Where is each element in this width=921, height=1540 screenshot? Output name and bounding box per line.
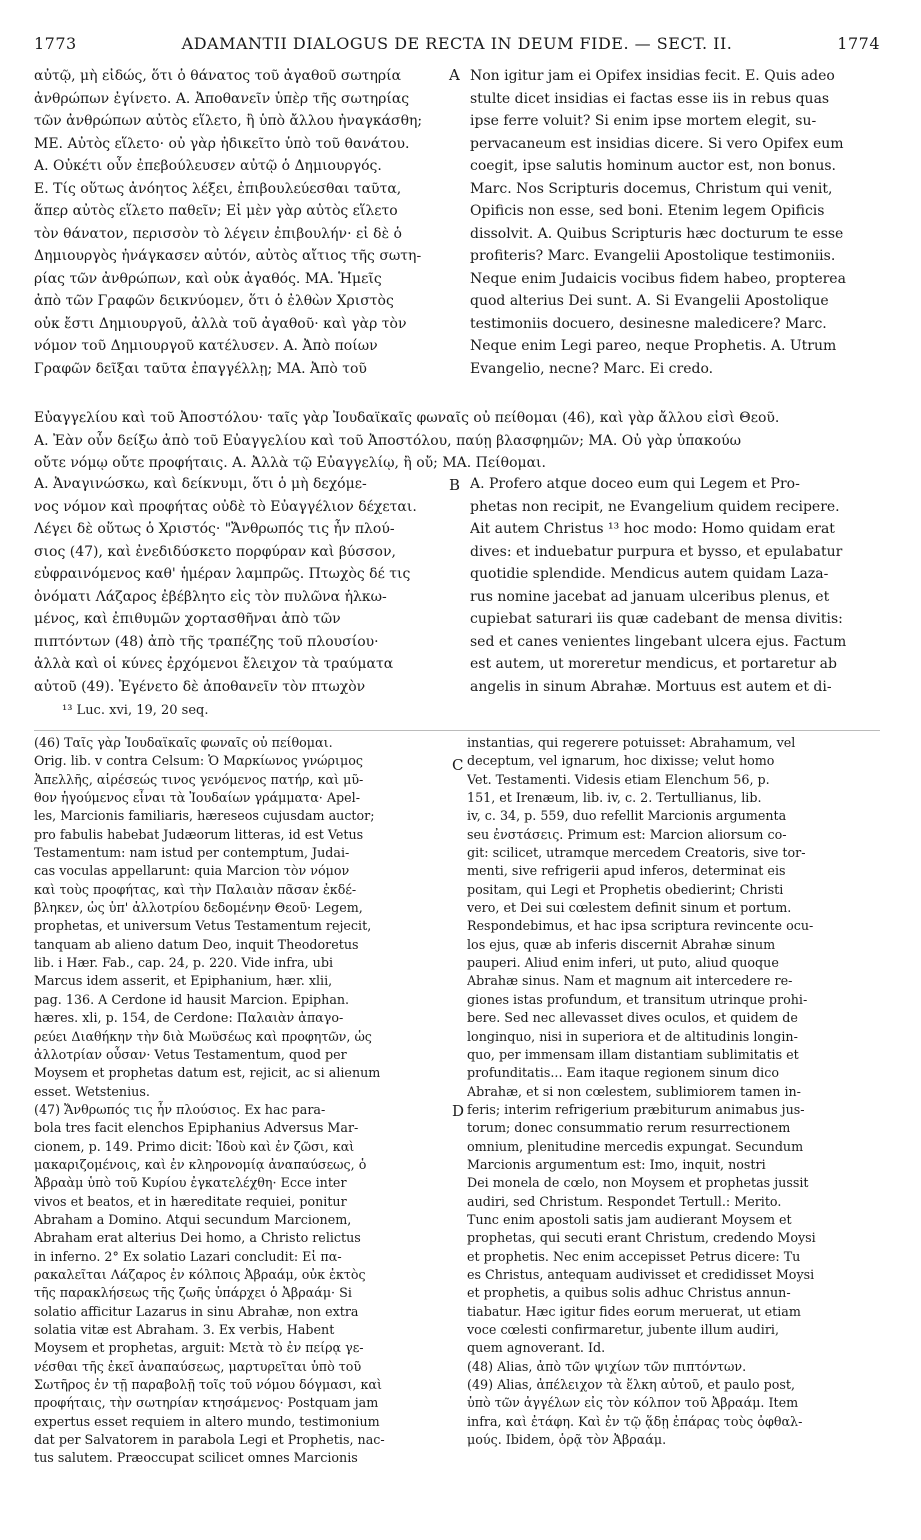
note-line: (47) Ἄνθρωπός τις ἦν πλούσιος. Ex hac para- bbox=[34, 1101, 326, 1117]
note-line: audiri, sed Christum. Respondet Tertull.: Merito. bbox=[467, 1193, 782, 1209]
note-line: pauperi. Aliud enim inferi, ut puto, aliud quoque bbox=[467, 955, 779, 971]
note-line: ὑπὸ τῶν ἀγγέλων εἰς τὸν κόλπον τοῦ Ἀβραάμ. Item bbox=[467, 1395, 799, 1411]
greek-line: νος νόμον καὶ προφήτας οὐδὲ τὸ Εὐαγγέλιον δέχεται. bbox=[34, 498, 417, 515]
note-line: Orig. lib. v contra Celsum: Ὁ Μαρκίωνος γνώριμος bbox=[34, 753, 363, 769]
note-line: cionem, p. 149. Primo dicit: Ἰδοὺ καὶ ἐν ζῶσι, καὶ bbox=[34, 1138, 355, 1154]
note-line: μακαριζομένοις, καὶ ἐν κληρονομίᾳ ἀναπαύσεως, ὁ bbox=[34, 1156, 367, 1172]
note-line: νέσθαι τῆς ἐκεῖ ἀναπαύσεως, μαρτυρεῖται ὑπὸ τοῦ bbox=[34, 1358, 362, 1374]
note-line: voce cœlesti confirmaretur, jubente illum audiri, bbox=[467, 1322, 780, 1337]
note-line: git: scilicet, utramque mercedem Creatoris, sive tor- bbox=[467, 845, 806, 861]
note-line: seu ἐνστάσεις. Primum est: Marcion aliorsum co- bbox=[467, 826, 787, 842]
greek-line: ὀνόματι Λάζαρος ἐβέβλητο εἰς τὸν πυλῶνα ἡλκω- bbox=[34, 588, 387, 605]
latin-line: quod alterius Dei sunt. A. Si Evangelii Apostolique bbox=[470, 293, 829, 309]
latin-line: Ait autem Christus ¹³ hoc modo: Homo quidam erat bbox=[470, 521, 835, 537]
greek-line: Α. Ἀναγινώσκω, καὶ δείκνυμι, ὅτι ὁ μὴ δεχόμε- bbox=[34, 476, 367, 492]
greek-line: εὐφραινόμενος καθ' ἡμέραν λαμπρῶς. Πτωχὸς δέ τις bbox=[34, 566, 411, 582]
note-line: Marcus idem asserit, et Epiphanium, hær. xlii, bbox=[34, 973, 333, 989]
margin-marker-d: D bbox=[452, 1102, 465, 1120]
greek-line: αὐτοῦ (49). Ἐγένετο δὲ ἀποθανεῖν τὸν πτωχὸν bbox=[34, 678, 366, 695]
note-line: (49) Alias, ἀπέλειχον τὰ ἕλκη αὐτοῦ, et paulo post, bbox=[467, 1377, 796, 1393]
greek-line: σιος (47), καὶ ἐνεδιδύσκετο πορφύραν καὶ βύσσον, bbox=[34, 543, 396, 560]
note-line: et prophetis, a quibus solis adhuc Christus annun- bbox=[467, 1285, 791, 1301]
margin-marker-c: C bbox=[452, 756, 464, 774]
latin-line: Opificis non esse, sed boni. Etenim legem Opificis bbox=[470, 203, 825, 219]
notes-column-left bbox=[34, 734, 455, 1468]
latin-line: sed et canes venientes lingebant ulcera ejus. Factum bbox=[470, 633, 847, 650]
latin-line: est autem, ut moreretur mendicus, et portaretur ab bbox=[470, 656, 837, 672]
latin-line: dissolvit. A. Quibus Scripturis hæc docturum te esse bbox=[470, 225, 844, 242]
note-line: giones istas profundum, et transitum utrinque prohi- bbox=[467, 991, 808, 1007]
latin-line: pervacaneum est insidias dicere. Si vero Opifex eum bbox=[470, 135, 844, 152]
latin-line: dives: et induebatur purpura et bysso, et epulabatur bbox=[470, 543, 843, 560]
note-line: τῆς παρακλήσεως τῆς ζωῆς ὑπάρχει ὁ Ἀβραάμ· Si bbox=[34, 1285, 352, 1301]
greek-line: ἀνθρώπων ἐγίνετο. Α. Ἀποθανεῖν ὑπὲρ τῆς σωτηρίας bbox=[34, 90, 410, 107]
latin-line: Marc. Nos Scripturis docemus, Christum qui venit, bbox=[470, 180, 833, 197]
note-line: in inferno. 2° Ex solatio Lazari concludit: Εἰ πα- bbox=[34, 1248, 342, 1264]
note-line: les, Marcionis familiaris, hæreseos cujusdam auctor; bbox=[34, 808, 375, 824]
note-line: θον ἡγούμενος εἶναι τὰ Ἰουδαίων γράμματα· Apel- bbox=[34, 790, 361, 806]
latin-line: Non igitur jam ei Opifex insidias fecit. E. Quis adeo bbox=[470, 68, 835, 84]
note-line: et prophetis. Nec enim accepisset Petrus dicere: Tu bbox=[467, 1248, 801, 1264]
note-line: expertus esset requiem in altero mundo, testimonium bbox=[34, 1413, 380, 1429]
note-line: pag. 136. A Cerdone id hausit Marcion. Epiphan. bbox=[34, 991, 350, 1007]
greek-line: ἀπὸ τῶν Γραφῶν δεικνύομεν, ὅτι ὁ ἐλθὼν Χριστὸς bbox=[34, 293, 394, 309]
greek-line: οὐκ ἔστι Δημιουργοῦ, ἀλλὰ τοῦ ἀγαθοῦ· καὶ γὰρ τὸν bbox=[34, 315, 407, 332]
note-line: Testamentum: nam istud per contemptum, Judai- bbox=[34, 845, 350, 861]
greek-line: μένος, καὶ ἐπιθυμῶν χορτασθῆναι ἀπὸ τῶν bbox=[34, 611, 341, 627]
note-line: (46) Ταῖς γὰρ Ἰουδαϊκαῖς φωναῖς οὐ πείθομαι. bbox=[34, 735, 333, 750]
note-line: bola tres facit elenchos Epiphanius Adversus Mar- bbox=[34, 1120, 359, 1136]
note-line: prophetas, qui secuti erant Christum, credendo Moysi bbox=[467, 1230, 816, 1246]
note-line: προφήταις, τὴν σωτηρίαν κτησάμενος· Postquam jam bbox=[34, 1395, 379, 1411]
note-line: 151, et Irenæum, lib. iv, c. 2. Tertullianus, lib. bbox=[467, 790, 762, 806]
greek-line: τῶν ἀνθρώπων αὐτὸς εἵλετο, ἢ ὑπὸ ἄλλου ἠναγκάσθη; bbox=[34, 113, 423, 129]
note-line: βληκεν, ὡς ὑπ' ἀλλοτρίου δεδομένην Θεοῦ· Legem, bbox=[34, 900, 363, 916]
margin-marker-b: B bbox=[449, 476, 461, 494]
full-width-passage bbox=[34, 407, 880, 475]
greek-line: οὔτε νόμῳ οὔτε προφήταις. Α. Ἀλλὰ τῷ Εὐαγγελίῳ, ἢ οὔ; ΜΑ. Πείθομαι. bbox=[34, 455, 546, 471]
note-line: torum; donec consummatio rerum resurrectionem bbox=[467, 1120, 791, 1136]
greek-line: ἅπερ αὐτὸς εἵλετο παθεῖν; Εἰ μὲν γὰρ αὐτὸς εἵλετο bbox=[34, 203, 398, 219]
note-line: los ejus, quæ ab inferis discernit Abrahæ sinum bbox=[467, 936, 776, 952]
latin-line: stulte dicet insidias ei factas esse iis in rebus quas bbox=[470, 90, 830, 107]
note-line: longinquo, nisi in superiora et de altitudinis longin- bbox=[467, 1028, 798, 1044]
scripture-footnote: ¹³ Luc. xvi, 19, 20 seq. bbox=[62, 703, 209, 718]
page-number-right: 1774 bbox=[837, 34, 880, 53]
note-line: tiabatur. Hæc igitur fides eorum meruerat, ut etiam bbox=[467, 1303, 801, 1319]
notes-column-right bbox=[467, 734, 887, 1449]
note-line: es Christus, antequam audivisset et credidisset Moysi bbox=[467, 1266, 815, 1282]
note-line: Ἀπελλῆς, αἱρέσεώς τινος γενόμενος πατήρ, καὶ μῦ- bbox=[34, 771, 364, 787]
note-line: Tunc enim apostoli satis jam audierant Moysem et bbox=[467, 1211, 792, 1227]
note-line: quem agnoverant. Id. bbox=[467, 1340, 606, 1356]
latin-line: phetas non recipit, ne Evangelium quidem recipere. bbox=[470, 498, 840, 515]
note-line: positam, qui Legi et Prophetis obedierint; Christi bbox=[467, 881, 784, 897]
note-line: μούς. Ibidem, ὁρᾷ τὸν Ἀβραάμ. bbox=[467, 1432, 667, 1448]
note-line: ρακαλεῖται Λάζαρος ἐν κόλποις Ἀβραάμ, οὐκ ἐκτὸς bbox=[34, 1266, 366, 1282]
greek-line: ΜΕ. Αὐτὸς εἵλετο· οὐ γὰρ ἠδικεῖτο ὑπὸ τοῦ θανάτου. bbox=[34, 135, 410, 152]
running-title: ADAMANTII DIALOGUS DE RECTA IN DEUM FIDE. — SECT. II. bbox=[181, 34, 733, 53]
note-line: iv, c. 34, p. 559, duo refellit Marcionis argumenta bbox=[467, 808, 787, 824]
latin-line: Neque enim Legi pareo, neque Prophetis. A. Utrum bbox=[470, 338, 837, 354]
note-line: vero, et Dei sui cœlestem definit sinum et portum. bbox=[467, 900, 792, 916]
note-line: Abrahæ, et si non cœlestem, sublimiorem tamen in- bbox=[467, 1083, 801, 1099]
note-line: infra, καὶ ἐτάφη. Καὶ ἐν τῷ ᾅδῃ ἐπάρας τοὺς ὀφθαλ- bbox=[467, 1413, 803, 1429]
latin-line: A. Profero atque doceo eum qui Legem et Pro- bbox=[470, 476, 800, 492]
note-line: hæres. xli, p. 154, de Cerdone: Παλαιὰν ἀπαγο- bbox=[34, 1010, 344, 1026]
latin-column-b bbox=[470, 473, 890, 698]
greek-line: ἀλλὰ καὶ οἱ κύνες ἐρχόμενοι ἔλειχον τὰ τραύματα bbox=[34, 656, 394, 672]
note-line: Dei monela de cœlo, non Moysem et prophetas jussit bbox=[467, 1175, 809, 1191]
note-line: Σωτῆρος ἐν τῇ παραβολῇ τοῖς τοῦ νόμου δόγμασι, καὶ bbox=[34, 1377, 382, 1393]
note-line: feris; interim refrigerium præbiturum animabus jus- bbox=[467, 1101, 805, 1117]
greek-line: Α. Οὐκέτι οὖν ἐπεβούλευσεν αὐτῷ ὁ Δημιουργός. bbox=[34, 158, 382, 174]
note-line: Moysem et prophetas datum est, rejicit, ac si alienum bbox=[34, 1065, 381, 1081]
greek-line: Δημιουργὸς ἠνάγκασεν αὐτόν, αὐτὸς αἴτιος τῆς σωτη- bbox=[34, 248, 422, 264]
latin-line: testimoniis docuero, desinesne maledicere? Marc. bbox=[470, 315, 827, 332]
greek-line: Λέγει δὲ οὕτως ὁ Χριστός· "Ἄνθρωπός τις ἦν πλού- bbox=[34, 521, 395, 537]
latin-line: cupiebat saturari iis quæ cadebant de mensa divitis: bbox=[470, 611, 843, 627]
greek-line: Ε. Τίς οὕτως ἀνόητος λέξει, ἐπιβουλεύεσθαι ταῦτα, bbox=[34, 180, 402, 197]
note-line: cas voculas appellarunt: quia Marcion τὸν νόμον bbox=[34, 863, 350, 879]
note-line: dat per Salvatorem in parabola Legi et Prophetis, nac- bbox=[34, 1432, 385, 1448]
latin-line: quotidie splendide. Mendicus autem quidam Laza- bbox=[470, 566, 829, 582]
note-line: lib. i Hær. Fab., cap. 24, p. 220. Vide infra, ubi bbox=[34, 955, 334, 971]
note-line: tus salutem. Præoccupat scilicet omnes Marcionis bbox=[34, 1450, 358, 1466]
greek-line: Γραφῶν δεῖξαι ταῦτα ἐπαγγέλλῃ; ΜΑ. Ἀπὸ τοῦ bbox=[34, 360, 367, 377]
note-line: quo, per immensam illam distantiam sublimitatis et bbox=[467, 1046, 799, 1062]
latin-line: ipse ferre voluit? Si enim ipse mortem elegit, su- bbox=[470, 113, 817, 129]
note-line: Abrahæ sinus. Nam et magnum ait intercedere re- bbox=[467, 973, 793, 989]
greek-column-a bbox=[34, 65, 462, 380]
note-line: profunditatis... Eam itaque regionem sinum dico bbox=[467, 1065, 779, 1081]
note-line: Abraham a Domino. Atqui secundum Marcionem, bbox=[34, 1211, 352, 1227]
greek-line: πιπτόντων (48) ἀπὸ τῆς τραπέζης τοῦ πλουσίου· bbox=[34, 633, 379, 650]
note-line: Abraham erat alterius Dei homo, a Christo relictus bbox=[34, 1230, 361, 1246]
note-line: Ἀβραὰμ ὑπὸ τοῦ Κυρίου ἐγκατελέχθη· Ecce inter bbox=[34, 1175, 347, 1191]
latin-line: rus nomine jacebat ad januam ulceribus plenus, et bbox=[470, 588, 830, 605]
note-line: Respondebimus, et hac ipsa scriptura revincente ocu- bbox=[467, 918, 814, 934]
greek-line: τὸν θάνατον, περισσὸν τὸ λέγειν ἐπιβουλήν· εἰ δὲ ὁ bbox=[34, 225, 402, 242]
note-line: vivos et beatos, et in hæreditate requiei, ponitur bbox=[34, 1193, 347, 1209]
note-line: solatia vitæ est Abraham. 3. Ex verbis, Habent bbox=[34, 1322, 335, 1337]
note-line: pro fabulis habebat Judæorum litteras, id est Vetus bbox=[34, 826, 364, 842]
latin-line: angelis in sinum Abrahæ. Mortuus est autem et di- bbox=[470, 678, 832, 695]
running-header bbox=[34, 34, 880, 56]
greek-column-b bbox=[34, 473, 462, 698]
greek-line: αὐτῷ, μὴ εἰδώς, ὅτι ὁ θάνατος τοῦ ἀγαθοῦ σωτηρία bbox=[34, 68, 402, 84]
note-line: Vet. Testamenti. Videsis etiam Elenchum 56, p. bbox=[467, 771, 770, 787]
greek-line: Εὐαγγελίου καὶ τοῦ Ἀποστόλου· ταῖς γὰρ Ἰουδαϊκαῖς φωναῖς οὐ πείθομαι (46), καὶ γὰρ ἄλλου εἰσὶ Θεοῦ. bbox=[34, 410, 780, 426]
latin-column-a bbox=[470, 65, 890, 380]
note-line: ἀλλοτρίαν οὖσαν· Vetus Testamentum, quod per bbox=[34, 1046, 347, 1062]
note-line: ρεύει Διαθήκην τὴν διὰ Μωϋσέως καὶ προφητῶν, ὡς bbox=[34, 1028, 372, 1044]
greek-line: Α. Ἐὰν οὖν δείξω ἀπὸ τοῦ Εὐαγγελίου καὶ τοῦ Ἀποστόλου, παύῃ βλασφημῶν; ΜΑ. Οὐ γὰρ ὑπακούω bbox=[34, 432, 741, 449]
latin-line: coegit, ipse salutis hominum auctor est, non bonus. bbox=[470, 158, 836, 174]
latin-line: Evangelio, necne? Marc. Ei credo. bbox=[470, 360, 714, 377]
note-line: Marcionis argumentum est: Imo, inquit, nostri bbox=[467, 1156, 766, 1172]
margin-marker-a: A bbox=[449, 66, 460, 84]
note-line: (48) Alias, ἀπὸ τῶν ψιχίων τῶν πιπτόντων. bbox=[467, 1358, 747, 1374]
note-line: prophetas, et universum Vetus Testamentum rejecit, bbox=[34, 918, 372, 934]
latin-line: profiteris? Marc. Evangelii Apostolique testimoniis. bbox=[470, 248, 836, 264]
note-line: καὶ τοὺς προφήτας, καὶ τὴν Παλαιὰν πᾶσαν ἐκδέ- bbox=[34, 881, 357, 897]
notes-separator bbox=[34, 730, 880, 731]
greek-line: νόμον τοῦ Δημιουργοῦ κατέλυσεν. Α. Ἀπὸ ποίων bbox=[34, 338, 378, 354]
latin-line: Neque enim Judaicis vocibus fidem habeo, propterea bbox=[470, 270, 846, 287]
page-number-left: 1773 bbox=[34, 34, 77, 53]
note-line: instantias, qui regerere potuisset: Abrahamum, vel bbox=[467, 735, 796, 750]
note-line: tanquam ab alieno datum Deo, inquit Theodoretus bbox=[34, 936, 359, 952]
note-line: Moysem et prophetas, arguit: Μετὰ τὸ ἐν πείρᾳ γε- bbox=[34, 1340, 364, 1356]
note-line: bere. Sed nec allevasset dives oculos, et quidem de bbox=[467, 1010, 798, 1026]
note-line: deceptum, vel ignarum, hoc dixisse; velut homo bbox=[467, 753, 775, 769]
note-line: menti, sive refrigerii apud inferos, determinat eis bbox=[467, 863, 786, 879]
note-line: omnium, plenitudine mercedis expungat. Secundum bbox=[467, 1138, 804, 1154]
greek-line: ρίας τῶν ἀνθρώπων, καὶ οὐκ ἀγαθός. ΜΑ. Ἡμεῖς bbox=[34, 270, 382, 287]
note-line: esset. Wetstenius. bbox=[34, 1083, 150, 1099]
note-line: solatio afficitur Lazarus in sinu Abrahæ, non extra bbox=[34, 1303, 359, 1319]
